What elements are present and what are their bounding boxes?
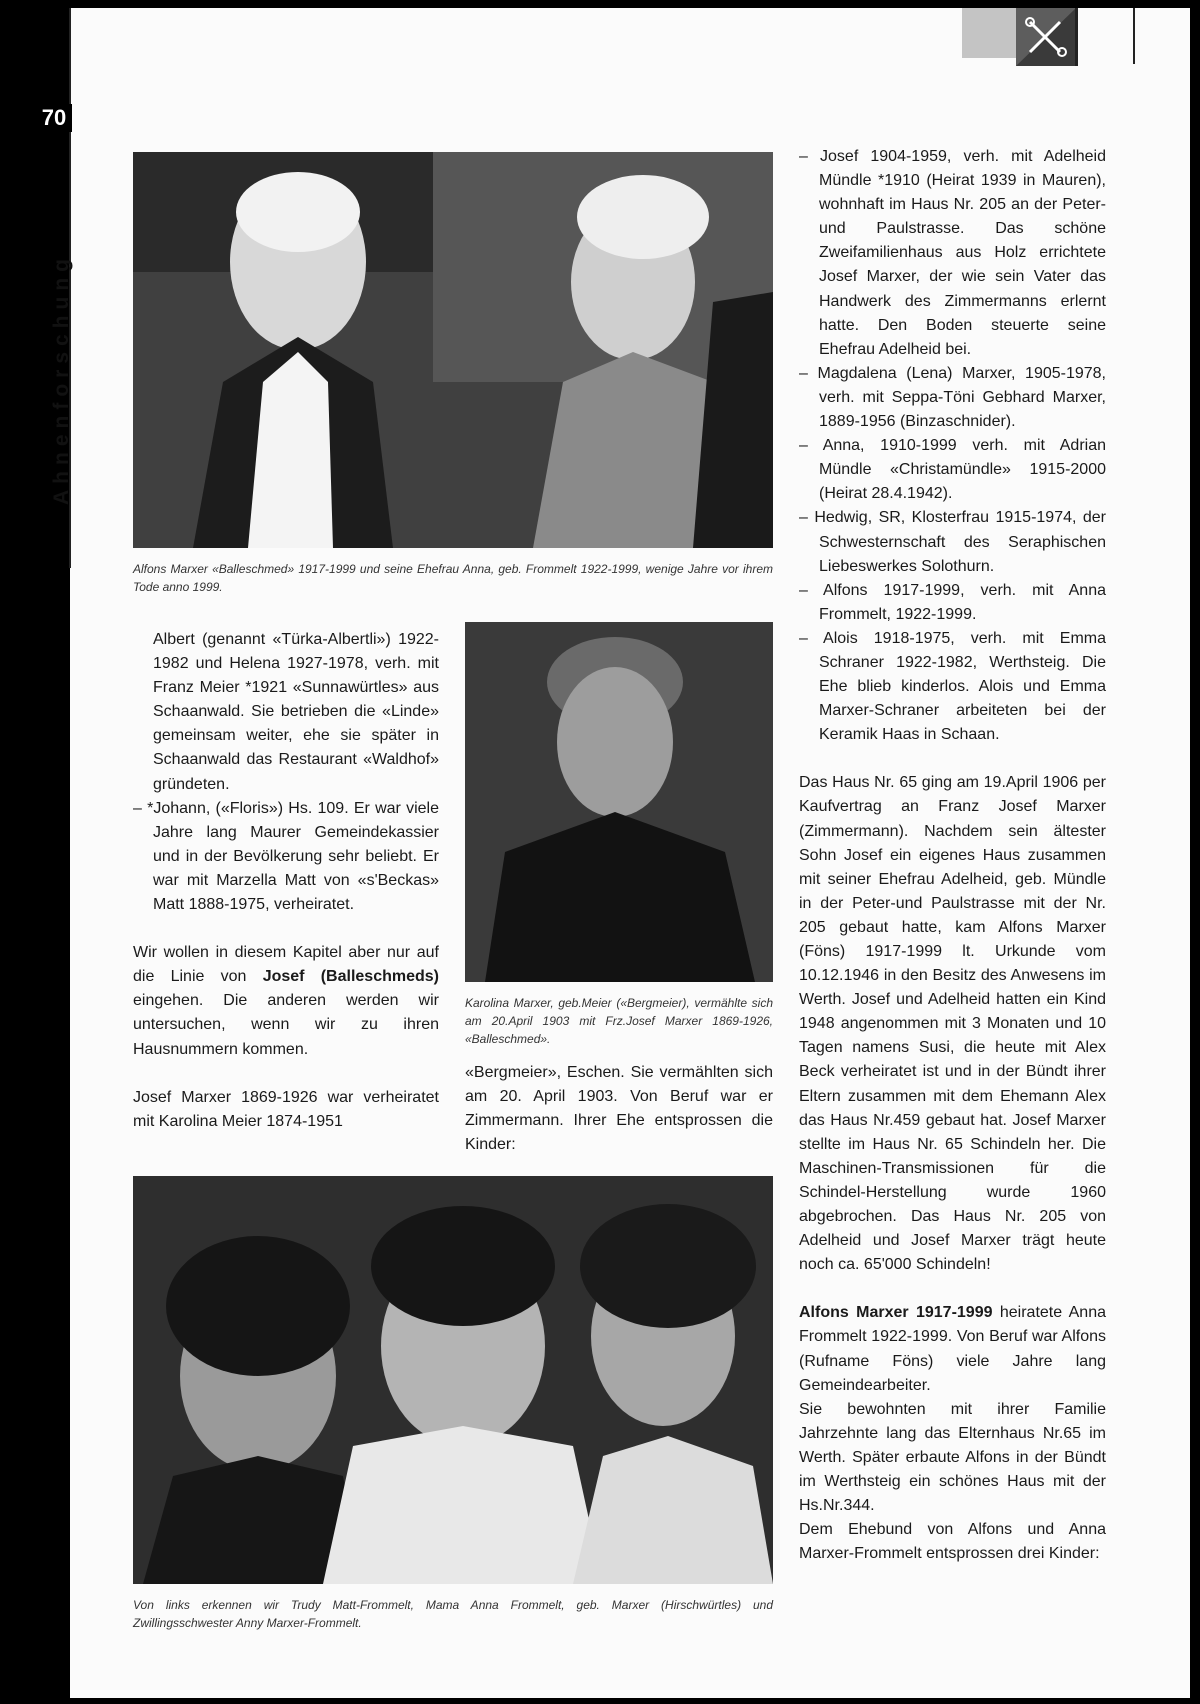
paragraph-johann: – *Johann, («Floris») Hs. 109. Er war viele Jahre lang Maurer Gemeindekassier und in der Bevölkerung sehr beliebt. Er war mit Marzella Matt von «s'Beckas» Matt 1888-1975, verheiratet. [133,799,439,914]
photo-couple-caption: Alfons Marxer «Balleschmed» 1917-1999 und seine Ehefrau Anna, geb. Frommelt 1922-1999, wenige Jahre vor ihrem Tode anno 1999. [133,562,773,594]
text-segment: heiratete Anna Frommelt 1922-1999. Von Beruf war Alfons (Rufname Föns) viele Jahre lang Gemeindearbeiter. [799,1304,1106,1394]
section-label: Ahnenforschung [50,253,73,505]
photo-couple [133,152,773,548]
photo-family [133,1176,773,1584]
child-hedwig: – Hedwig, SR, Klosterfrau 1915-1974, der Schwesternschaft des Seraphischen Liebeswerkes Solothurn. [799,509,1106,575]
child-josef: – Josef 1904-1959, verh. mit Adelheid Mündle *1910 (Heirat 1939 in Mauren), wohnhaft im Haus Nr. 205 an der Peter-und Paulstrasse. Das schöne Zweifamilienhaus aus Holz errichtete Josef Marxer, der wie sein Vater das Handwerk des Zimmermanns erlernt hatte. Den Boden steuerte seine Ehefrau Adelheid bei. [799,148,1106,358]
child-alois: – Alois 1918-1975, verh. mit Emma Schraner 1922-1982, Werthsteig. Die Ehe blieb kinderlos. Alois und Emma Marxer-Schraner arbeiteten bei der Keramik Haas in Schaan. [799,629,1106,744]
text-segment: Wir wollen in diesem Kapitel aber nur auf die Linie von [133,944,439,986]
paragraph-haus-65: Das Haus Nr. 65 ging am 19.April 1906 per Kaufvertrag an Franz Josef Marxer (Zimmermann). Nachdem sein ältester Sohn Josef ein eigenes Haus zusammen mit seiner Ehefrau Adelheid, geb. Mündle in der Peter-und Paulstrasse mit der Nr. 205 gebaut hatte, kam Alfons Marxer (Föns) 1917-1999 lt. Urkunde vom 10.12.1946 in den Besitz des Anwesens im Werth. Josef und Adelheid hatten ein Kind 1948 angenommen mit 3 Monaten und 10 Tagen namens Susi, die heute mit Alex Beck verheiratet ist und in der Bündt ihrer Eltern zusammen mit dem Ehemann Alex das Haus Nr.459 gebaut hat. Josef Marxer stellte im Haus Nr. 65 Schindeln her. Die Maschinen-Transmissionen für die Schindel-Herstellung wurde 1960 abgebrochen. Das Haus Nr. 205 von Adelheid und Josef Marxer trägt heute noch ca. 65'000 Schindeln! [799,774,1106,1274]
photo-couple-image [133,152,773,548]
text-segment: eingehen. Die anderen werden wir untersuchen, wenn wir zu ihren Hausnummern kommen. [133,992,439,1058]
paragraph-ehebund: Dem Ehebund von Alfons und Anna Marxer-Frommelt entsprossen drei Kinder: [799,1521,1106,1563]
child-anna: – Anna, 1910-1999 verh. mit Adrian Mündle «Christamündle» 1915-2000 (Heirat 28.4.1942). [799,437,1106,503]
paragraph-wohnten: Sie bewohnten mit ihrer Familie Jahrzehnte lang das Elternhaus Nr.65 im Werth. Später erbaute Alfons in der Bündt im Werthsteig ein schönes Haus mit der Hs.Nr.344. [799,1400,1106,1515]
photo-family-image [133,1176,773,1584]
top-border [70,0,1200,8]
child-magdalena: – Magdalena (Lena) Marxer, 1905-1978, verh. mit Seppa-Töni Gebhard Marxer, 1889-1956 (Binzaschnider). [799,364,1106,431]
logo-emblem [1016,8,1076,66]
crossed-keys-icon [1016,8,1076,66]
paragraph-alfons [799,1301,1106,1397]
header-rule [1075,8,1078,66]
photo-karolina-caption: Karolina Marxer, geb.Meier («Bergmeier), vermählte sich am 20.April 1903 mit Frz.Josef Marxer 1869-1926, «Balleschmed». [465,996,773,1046]
left-column [133,628,439,1134]
photo-karolina-image [465,622,773,982]
header-rule [1133,8,1135,64]
photo-family-caption: Von links erkennen wir Trudy Matt-Frommelt, Mama Anna Frommelt, geb. Marxer (Hirschwürtles) und Zwillingsschwester Anny Marxer-Frommelt. [133,1598,773,1630]
paragraph-linie [133,941,439,1061]
paragraph-albert: Albert (genannt «Türka-Albertli») 1922-1982 und Helena 1927-1978, verh. mit Franz Meier *1921 «Sunnawürtles» aus Schaanwald. Sie betrieben die «Linde» gemeinsam weiter, ehe sie später in Schaanwald das Restaurant «Waldhof» gründeten. [153,631,439,793]
child-alfons: – Alfons 1917-1999, verh. mit Anna Frommelt, 1922-1999. [799,581,1106,623]
right-column [799,145,1106,1566]
emphasis-alfons: Alfons Marxer 1917-1999 [799,1304,993,1322]
paragraph-bergmeier: «Bergmeier», Eschen. Sie vermählten sich am 20. April 1903. Von Beruf war er Zimmermann. Ihrer Ehe entsprossen die Kinder: [465,1064,773,1154]
paragraph-josef-marxer: Josef Marxer 1869-1926 war verheiratet mit Karolina Meier 1874-1951 [133,1088,439,1130]
photo-karolina [465,622,773,982]
emphasis-josef: Josef (Balleschmeds) [262,968,439,986]
page-number: 70 [36,104,72,132]
logo-background [962,8,1018,58]
middle-column [465,1061,773,1157]
